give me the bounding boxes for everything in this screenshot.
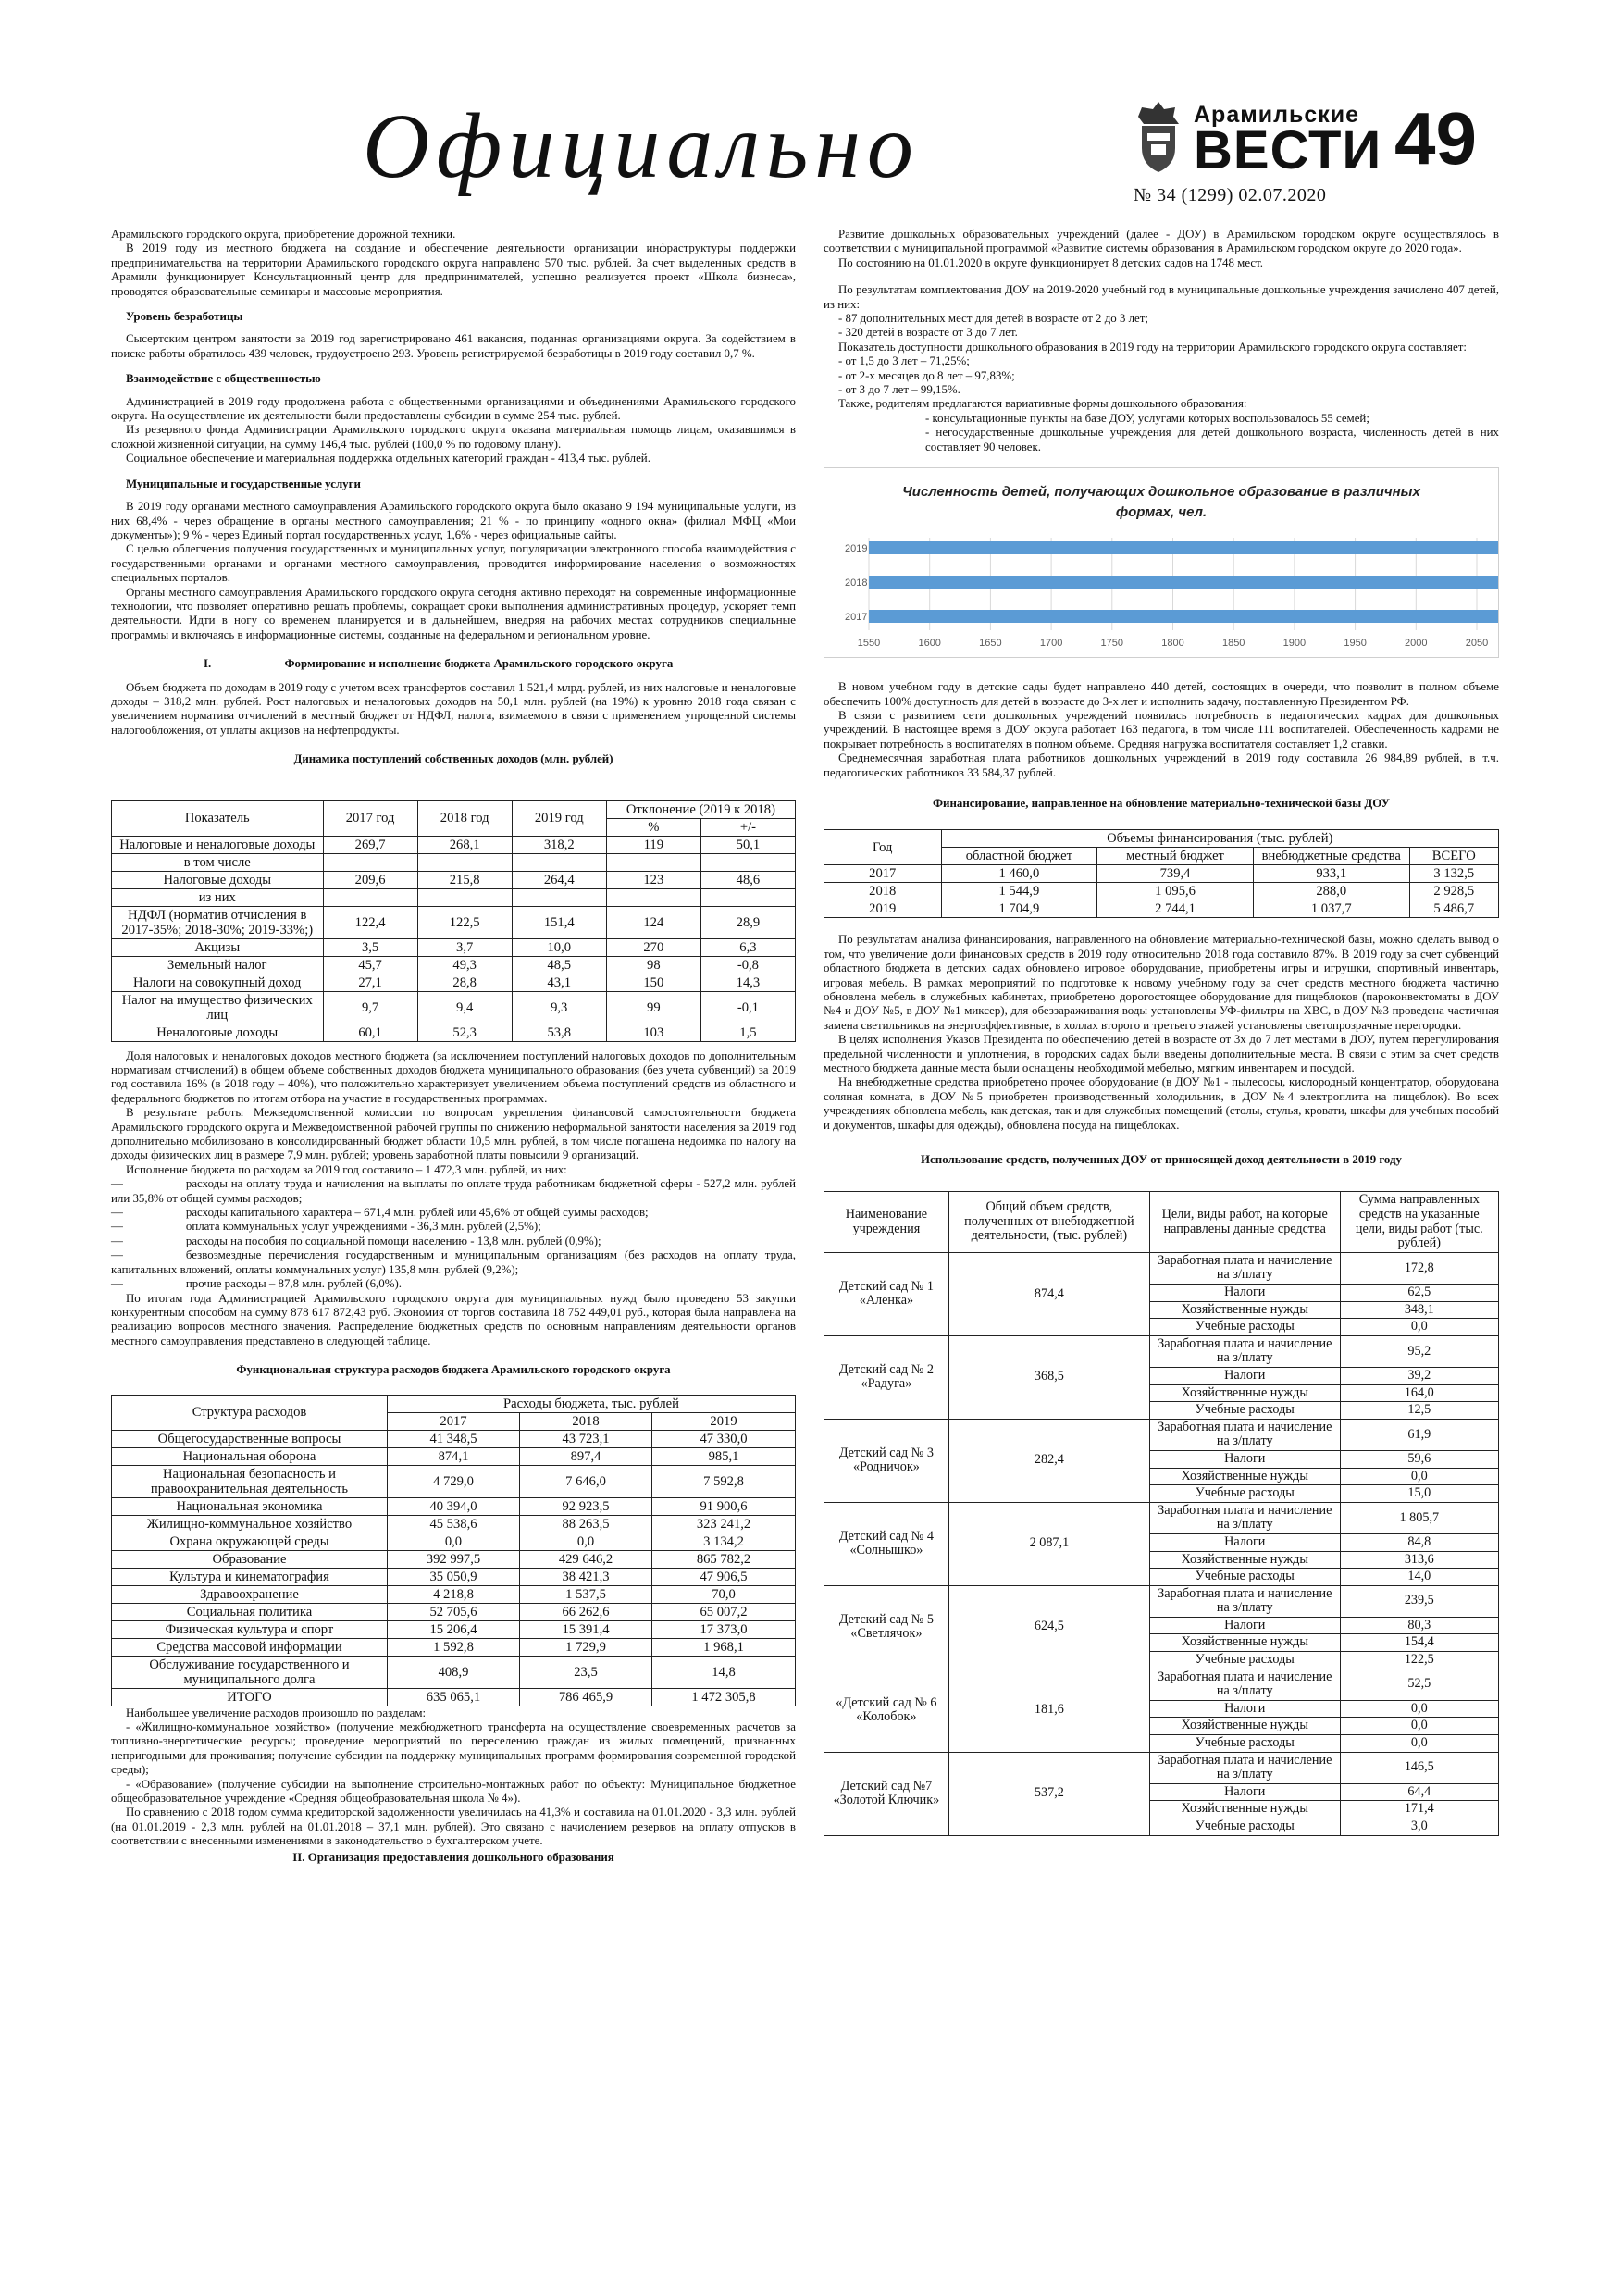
table-row: в том числе bbox=[112, 853, 796, 871]
amount-cell: 239,5 bbox=[1340, 1585, 1498, 1617]
table-row: Земельный налог 45,7 49,3 48,5 98 -0,8 bbox=[112, 956, 796, 974]
income-usage-table bbox=[824, 1191, 1499, 1835]
amount-cell: 52,5 bbox=[1340, 1669, 1498, 1700]
kindergarten-name: Детский сад № 4 «Солнышко» bbox=[824, 1502, 949, 1585]
list-item: - от 2-х месяцев до 8 лет – 97,83%; bbox=[838, 368, 1015, 382]
paragraph: По результатам анализа финансирования, направленного на обновление материально-технической базы, можно сделать вывод о том, что увеличение доли финансовых средств в 2019 году относительно 2018 года составило 87%. В 2019 году за счет субвенций областного бюджета в детских садах обновлено игровое оборудование, приобретены игры и игрушки, спортивный инвентарь, игровая мебель. В рамках мероприятий по подготовке к новому учебному году за счет средств местного бюджета частично обновлена мебель в служебных кабинетах, приобретено дорогостоящее оборудование для пищеблоков (пароконвектоматы в ДОУ №4 и ДОУ №5, в ДОУ №1 миксер), для обеззараживания воды установлены УФ-фильтры на ХВС, в ДОУ №3 проведена частичная замена светильников на энергоэффективные, в холлах второго и третьего этажей установлены светопрозрачные перегородки. bbox=[824, 933, 1499, 1032]
kindergarten-name: Детский сад № 2 «Радуга» bbox=[824, 1335, 949, 1419]
paragraph: Развитие дошкольных образовательных учреждений (далее - ДОУ) в Арамильском городском округе осуществлялось в соответствии с муниципальной программой «Развитие системы образования в Арамильском городском округе до 2020 года». bbox=[824, 228, 1499, 255]
table-row: Национальная безопасность и правоохранительная деятельность 4 729,0 7 646,0 7 592,8 bbox=[112, 1465, 796, 1497]
right-column bbox=[824, 228, 1499, 1836]
list-item: - 320 детей в возрасте от 3 до 7 лет. bbox=[838, 326, 1018, 340]
amount-cell: 62,5 bbox=[1340, 1285, 1498, 1302]
purpose-cell: Хозяйственные нужды bbox=[1149, 1634, 1340, 1652]
amount-cell: 0,0 bbox=[1340, 1718, 1498, 1735]
left-column bbox=[111, 228, 796, 1865]
amount-cell: 171,4 bbox=[1340, 1801, 1498, 1818]
x-tick-label: 1650 bbox=[979, 638, 1002, 650]
amount-cell: 1 805,7 bbox=[1340, 1502, 1498, 1533]
kindergarten-name: Детский сад №7 «Золотой Ключик» bbox=[824, 1752, 949, 1835]
purpose-cell: Заработная плата и начисление на з/плату bbox=[1149, 1335, 1340, 1367]
table-row: Налоги на совокупный доход 27,1 28,8 43,1 150 14,3 bbox=[112, 974, 796, 991]
amount-cell: 0,0 bbox=[1340, 1319, 1498, 1336]
table-header: Общий объем средств, полученных от внебюджетной деятельности, (тыс. рублей) bbox=[948, 1192, 1149, 1252]
amount-cell: 64,4 bbox=[1340, 1783, 1498, 1801]
amount-cell: 59,6 bbox=[1340, 1450, 1498, 1468]
paragraph: - «Жилищно-коммунальное хозяйство» (получение межбюджетного трансферта на осуществление своевременных расчетов за топливно-энергетические ресурсы; проведение мероприятий по переселению граждан из жилых помещений, признанных непригодными для проживания; получение субсидии на поддержку муниципальных программ формирования современной городской среды); bbox=[111, 1719, 796, 1777]
table-row bbox=[824, 1252, 1499, 1284]
x-tick-label: 1900 bbox=[1282, 638, 1307, 650]
table-row: 2017 1 460,0 739,4 933,1 3 132,5 bbox=[824, 865, 1499, 883]
x-tick-label: 1700 bbox=[1039, 638, 1063, 650]
table-row: Жилищно-коммунальное хозяйство 45 538,6 88 263,5 323 241,2 bbox=[112, 1515, 796, 1533]
x-tick-label: 1950 bbox=[1344, 638, 1367, 650]
purpose-cell: Налоги bbox=[1149, 1285, 1340, 1302]
expenses-table-body bbox=[112, 1430, 796, 1706]
table-row: из них bbox=[112, 888, 796, 906]
list-item: - негосударственные дошкольные учреждения для детей дошкольного возраста, численность детей в них составляет 90 человек. bbox=[925, 426, 1499, 453]
list-item: — расходы на пособия по социальной помощи населению - 13,8 млн. рублей (0,9%); bbox=[111, 1234, 601, 1247]
table-header: % bbox=[606, 818, 700, 836]
table-header: Расходы бюджета, тыс. рублей bbox=[387, 1395, 795, 1412]
table-caption: Финансирование, направленное на обновление материально-технической базы ДОУ bbox=[932, 796, 1390, 810]
table-row: Средства массовой информации 1 592,8 1 729,9 1 968,1 bbox=[112, 1638, 796, 1656]
newspaper-logo-top: Арамильские bbox=[1194, 102, 1360, 128]
section-number: I. bbox=[204, 657, 212, 671]
paragraph: В целях исполнения Указов Президента по обеспечению детей в возрасте от 3х до 7 лет местами в ДОУ, путем перегулирования предельной численности и уплотнения, в городских садах были введены дополнительные места. В связи с этим за счет средств местного бюджета данные места были оснащены необходимой мебелью, мягким инвентарем и посудой. bbox=[824, 1033, 1499, 1074]
table-row: 2019 1 704,9 2 744,1 1 037,7 5 486,7 bbox=[824, 900, 1499, 918]
table-row: 2018 1 544,9 1 095,6 288,0 2 928,5 bbox=[824, 883, 1499, 900]
x-tick-label: 1800 bbox=[1161, 638, 1184, 650]
table-header: 2018 bbox=[520, 1412, 652, 1430]
list-item: — прочие расходы – 87,8 млн. рублей (6,0%). bbox=[111, 1277, 402, 1291]
purpose-cell: Налоги bbox=[1149, 1533, 1340, 1551]
paragraph: В новом учебном году в детские сады будет направлено 440 детей, состоящих в очереди, что позволит в полном объеме обеспечить 100% доступность для детей в возрасте до 3-х лет и исполнить задачу, поставленную Президентом РФ. bbox=[824, 680, 1499, 708]
subheading-services: Муниципальные и государственные услуги bbox=[126, 477, 361, 490]
table-row-total: ИТОГО 635 065,1 786 465,9 1 472 305,8 bbox=[112, 1688, 796, 1706]
chart-title: Численность детей, получающих дошкольное образование в различных bbox=[902, 484, 1420, 501]
bar-segment bbox=[869, 576, 1498, 589]
purpose-cell: Учебные расходы bbox=[1149, 1402, 1340, 1420]
total-amount: 624,5 bbox=[948, 1585, 1149, 1669]
total-amount: 282,4 bbox=[948, 1419, 1149, 1502]
amount-cell: 14,0 bbox=[1340, 1569, 1498, 1586]
list-item: - от 3 до 7 лет – 99,15%. bbox=[838, 383, 960, 397]
purpose-cell: Хозяйственные нужды bbox=[1149, 1301, 1340, 1319]
table-row bbox=[824, 1335, 1499, 1367]
amount-cell: 61,9 bbox=[1340, 1419, 1498, 1450]
purpose-cell: Заработная плата и начисление на з/плату bbox=[1149, 1752, 1340, 1783]
page-number: 49 bbox=[1394, 97, 1477, 180]
y-tick-label: 2017 bbox=[845, 612, 868, 624]
purpose-cell: Заработная плата и начисление на з/плату bbox=[1149, 1252, 1340, 1284]
purpose-cell: Налоги bbox=[1149, 1700, 1340, 1718]
list-item: — безвозмездные перечисления государственным и муниципальным организациям (без расходов на оплату труда, капитальных вложений, оплаты коммунальных услуг) 135,8 млн. рублей (9,2%); bbox=[111, 1248, 796, 1276]
list-item: — оплата коммунальных услуг учреждениями - 36,3 млн. рублей (2,5%); bbox=[111, 1220, 541, 1234]
paragraph: Органы местного самоуправления Арамильского городского округа сегодня активно переходят на современные информационные технологии, что позволяет оперативно решать проблемы, сокращает сроки выполнения административных процедур, ускоряет темп деятельности. Идти в ногу со временем планируется и в дальнейшем, внедряя на рабочих местах сотрудников специальные программы и включаясь в информационные системы, созданные на федеральном и региональном уровне. bbox=[111, 585, 796, 641]
paragraph: С целью облегчения получения государственных и муниципальных услуг, популяризации электронного способа взаимодействия с государственными органами и органами местного самоуправления, проводится информирование населения о возможностях специальных порталов. bbox=[111, 542, 796, 585]
table-row bbox=[824, 1585, 1499, 1617]
y-tick-label: 2018 bbox=[845, 577, 868, 590]
x-tick-label: 2000 bbox=[1405, 638, 1428, 650]
table-header: Цели, виды работ, на которые направлены данные средства bbox=[1149, 1192, 1340, 1252]
section-heading-text: Формирование и исполнение бюджета Арамильского городского округа bbox=[284, 657, 674, 671]
table-header: местный бюджет bbox=[1097, 848, 1254, 865]
section-heading-budget bbox=[111, 657, 796, 671]
purpose-cell: Заработная плата и начисление на з/плату bbox=[1149, 1669, 1340, 1700]
purpose-cell: Заработная плата и начисление на з/плату bbox=[1149, 1585, 1340, 1617]
paragraph: По состоянию на 01.01.2020 в округе функционирует 8 детских садов на 1748 мест. bbox=[838, 255, 1263, 269]
purpose-cell: Хозяйственные нужды bbox=[1149, 1718, 1340, 1735]
table-header: Год bbox=[824, 830, 942, 865]
section-title: Официально bbox=[363, 94, 920, 197]
paragraph: Доля налоговых и неналоговых доходов местного бюджета (за исключением поступлений налоговых доходов по дополнительным нормативам отчислений) в общем объеме собственных доходов бюджета муниципального образования (без учета субвенций) за 2019 год составила 16% (в 2018 году – 40%), что положительно характеризует увеличением объема поступлений средств из областного и федерального бюджетов по итогам отбора на участие в государственных программах. bbox=[111, 1049, 796, 1105]
total-amount: 537,2 bbox=[948, 1752, 1149, 1835]
paragraph: В связи с развитием сети дошкольных учреждений появилась потребность в педагогических кадрах для дошкольных учреждений. В настоящее время в ДОУ округа работает 163 педагога, в том числе 111 воспитателей. Обеспеченность кадрами не покрывает потребность в воспитателях в полном объеме. Средняя нагрузка воспитателя составляет 1,2 ставки. bbox=[824, 708, 1499, 751]
purpose-cell: Учебные расходы bbox=[1149, 1319, 1340, 1336]
table-row bbox=[824, 1419, 1499, 1450]
table-header: Объемы финансирования (тыс. рублей) bbox=[941, 830, 1498, 848]
x-tick-label: 2050 bbox=[1465, 638, 1489, 650]
paragraph: Наибольшее увеличение расходов произошло по разделам: bbox=[126, 1706, 427, 1719]
list-item: - консультационные пункты на базе ДОУ, услугами которых воспользовалось 55 семей; bbox=[925, 411, 1369, 425]
amount-cell: 0,0 bbox=[1340, 1735, 1498, 1753]
amount-cell: 146,5 bbox=[1340, 1752, 1498, 1783]
paragraph: Среднемесячная заработная плата работников дошкольных учреждений в 2019 году составила 26 984,89 рублей, в т.ч. педагогических работников 33 584,37 рублей. bbox=[824, 751, 1499, 779]
amount-cell: 0,0 bbox=[1340, 1700, 1498, 1718]
amount-cell: 122,5 bbox=[1340, 1652, 1498, 1669]
paragraph: По результатам комплектования ДОУ на 2019-2020 учебный год в муниципальные дошкольные учреждения зачислено 407 детей, из них: bbox=[824, 283, 1499, 311]
table-header: Показатель bbox=[112, 800, 324, 836]
table-row: Обслуживание государственного и муниципального долга 408,9 23,5 14,8 bbox=[112, 1656, 796, 1688]
subheading-unemployment: Уровень безработицы bbox=[126, 310, 243, 324]
table-row: НДФЛ (норматив отчисления в 2017-35%; 2018-30%; 2019-33%;) 122,4 122,5 151,4 124 28,9 bbox=[112, 906, 796, 938]
table-row: Налоговые и неналоговые доходы 269,7 268,1 318,2 119 50,1 bbox=[112, 836, 796, 853]
subheading-society: Взаимодействие с общественностью bbox=[126, 372, 321, 386]
purpose-cell: Учебные расходы bbox=[1149, 1735, 1340, 1753]
table-caption: Использование средств, полученных ДОУ от приносящей доход деятельности в 2019 году bbox=[921, 1153, 1402, 1167]
amount-cell: 39,2 bbox=[1340, 1367, 1498, 1384]
x-tick-label: 1600 bbox=[918, 638, 941, 650]
x-tick-label: 1550 bbox=[857, 638, 881, 650]
paragraph: По сравнению с 2018 годом сумма кредиторской задолженности увеличилась на 41,3% и составила на 01.01.2020 - 3,3 млн. рублей (на 01.01.2019 - 2,3 млн. рублей на 01.01.2018 – 37,1 млн. рублей). Это связано с начислением резервов на оплату отпусков в соответствии с внесенными изменениями в законодательство о бухгалтерском учете. bbox=[111, 1806, 796, 1848]
bar-segment bbox=[869, 610, 1498, 623]
expenses-table bbox=[111, 1395, 796, 1706]
table-caption: Динамика поступлений собственных доходов (млн. рублей) bbox=[293, 752, 613, 766]
purpose-cell: Налоги bbox=[1149, 1783, 1340, 1801]
chart-title: формах, чел. bbox=[1115, 504, 1208, 521]
paragraph: По итогам года Администрацией Арамильского городского округа для муниципальных нужд было проведено 53 закупки конкурентным способом на сумму 878 617 872,43 руб. Экономия от торгов составила 18 752 449,01 руб., которая была направлена на реализацию вопросов местного значения. Распределение бюджетных средств по основным направлениям деятельности органов местного самоуправления представлено в следующей таблице. bbox=[111, 1291, 796, 1347]
purpose-cell: Налоги bbox=[1149, 1450, 1340, 1468]
bar-segment bbox=[869, 541, 1498, 554]
paragraph: - «Образование» (получение субсидии на выполнение строительно-монтажных работ по объекту: Муниципальное бюджетное общеобразовательное учреждение «Средняя общеобразовательная школа № 4»). bbox=[111, 1777, 796, 1805]
table-header: ВСЕГО bbox=[1409, 848, 1498, 865]
paragraph: Объем бюджета по доходам в 2019 году с учетом всех трансфертов составил 1 521,4 млрд. рублей, из них налоговые и неналоговые доходы – 318,2 млн. рублей. Рост налоговых и неналоговых доходов на 50,1 млн. рублей (на 19%) к уровню 2018 года связан с увеличением норматива отчислений в местный бюджет от НДФЛ, налога, взимаемого в связи с применением упрощенной системы налогообложения, от уплаты акцизов на нефтепродукты. bbox=[111, 680, 796, 737]
list-item: — расходы на оплату труда и начисления на выплаты по оплате труда работникам бюджетной сферы - 527,2 млн. рублей или 35,8% от общей суммы расходов; bbox=[111, 1177, 796, 1205]
amount-cell: 3,0 bbox=[1340, 1818, 1498, 1836]
purpose-cell: Учебные расходы bbox=[1149, 1818, 1340, 1836]
table-row: Акцизы 3,5 3,7 10,0 270 6,3 bbox=[112, 938, 796, 956]
table-header: 2017 год bbox=[323, 800, 417, 836]
purpose-cell: Учебные расходы bbox=[1149, 1569, 1340, 1586]
total-amount: 874,4 bbox=[948, 1252, 1149, 1335]
table-row bbox=[824, 1669, 1499, 1700]
table-row: Охрана окружающей среды 0,0 0,0 3 134,2 bbox=[112, 1533, 796, 1550]
amount-cell: 172,8 bbox=[1340, 1252, 1498, 1284]
kindergarten-name: «Детский сад № 6 «Колобок» bbox=[824, 1669, 949, 1752]
purpose-cell: Хозяйственные нужды bbox=[1149, 1551, 1340, 1569]
table-row: Общегосударственные вопросы 41 348,5 43 723,1 47 330,0 bbox=[112, 1430, 796, 1447]
paragraph: Показатель доступности дошкольного образования в 2019 году на территории Арамильского городского округа составляет: bbox=[838, 340, 1467, 354]
table-header: Структура расходов bbox=[112, 1395, 388, 1430]
amount-cell: 84,8 bbox=[1340, 1533, 1498, 1551]
paragraph: В 2019 году органами местного самоуправления Арамильского городского округа было оказано 9 194 муниципальные услуги, из них 68,4% - через обращение в органы местного самоуправления; 21 % - по принципу «одного окна» (филиал МФЦ «Мои документы»); 9 % - через Единый портал государственных услуг, 1,6% - через официальные сайты. bbox=[111, 500, 796, 541]
x-tick-label: 1750 bbox=[1100, 638, 1124, 650]
paragraph: Из резервного фонда Администрации Арамильского городского округа оказана материальная помощь лицам, оказавшимся в сложной жизненной ситуации, на сумму 146,4 тыс. рублей (100,0 % по годовому плану). bbox=[111, 423, 796, 451]
table-row: Здравоохранение 4 218,8 1 537,5 70,0 bbox=[112, 1585, 796, 1603]
purpose-cell: Заработная плата и начисление на з/плату bbox=[1149, 1502, 1340, 1533]
paragraph: Администрацией в 2019 году продолжена работа с общественными организациями и объединениями Арамильского городского округа. На осуществление их деятельности были предоставлены субсидии в сумме 254 тыс. рублей. bbox=[111, 394, 796, 423]
table-row: Социальная политика 52 705,6 66 262,6 65 007,2 bbox=[112, 1603, 796, 1620]
list-item: — расходы капитального характера – 671,4 млн. рублей или 45,6% от общей суммы расходов; bbox=[111, 1206, 649, 1220]
paragraph: Социальное обеспечение и материальная поддержка отдельных категорий граждан - 413,4 тыс. рублей. bbox=[126, 452, 650, 465]
amount-cell: 15,0 bbox=[1340, 1485, 1498, 1503]
purpose-cell: Хозяйственные нужды bbox=[1149, 1468, 1340, 1485]
purpose-cell: Налоги bbox=[1149, 1617, 1340, 1634]
purpose-cell: Заработная плата и начисление на з/плату bbox=[1149, 1419, 1340, 1450]
purpose-cell: Учебные расходы bbox=[1149, 1485, 1340, 1503]
table-row: Неналоговые доходы 60,1 52,3 53,8 103 1,5 bbox=[112, 1024, 796, 1041]
kindergarten-name: Детский сад № 5 «Светлячок» bbox=[824, 1585, 949, 1669]
paragraph: На внебюджетные средства приобретено прочее оборудование (в ДОУ №1 - пылесосы, кислородный концентратор, оборудована соляная комната, в ДОУ №5 приобретен производственный холодильник, в ДОУ №4 электроплита на пищеблок). Во всех учреждениях обновлена мебель, как детская, так и для служебных помещений (столы, стулья, кровати, шкафы для учебных пособий и документов, шкафы для одежды), обновлена посуда на пищеблоках. bbox=[824, 1075, 1499, 1132]
table-header: Наименование учреждения bbox=[824, 1192, 949, 1252]
city-crest-icon bbox=[1133, 100, 1184, 174]
table-header: 2018 год bbox=[417, 800, 512, 836]
table-row: Национальная экономика 40 394,0 92 923,5 91 900,6 bbox=[112, 1497, 796, 1515]
list-item: - 87 дополнительных мест для детей в возрасте от 2 до 3 лет; bbox=[838, 312, 1148, 326]
paragraph: Исполнение бюджета по расходам за 2019 год составило – 1 472,3 млн. рублей, из них: bbox=[126, 1162, 567, 1176]
amount-cell: 0,0 bbox=[1340, 1468, 1498, 1485]
amount-cell: 348,1 bbox=[1340, 1301, 1498, 1319]
table-header: Сумма направленных средств на указанные цели, виды работ (тыс. рублей) bbox=[1340, 1192, 1498, 1252]
table-row: Физическая культура и спорт 15 206,4 15 391,4 17 373,0 bbox=[112, 1620, 796, 1638]
newspaper-logo: ВЕСТИ bbox=[1194, 120, 1382, 180]
total-amount: 181,6 bbox=[948, 1669, 1149, 1752]
purpose-cell: Хозяйственные нужды bbox=[1149, 1801, 1340, 1818]
table-row: Налог на имущество физических лиц 9,7 9,4 9,3 99 -0,1 bbox=[112, 991, 796, 1024]
children-chart bbox=[824, 467, 1499, 658]
table-header: 2017 bbox=[387, 1412, 519, 1430]
table-header: Отклонение (2019 к 2018) bbox=[606, 800, 795, 818]
kindergarten-name: Детский сад № 1 «Аленка» bbox=[824, 1252, 949, 1335]
paragraph: Также, родителям предлагаются вариативные формы дошкольного образования: bbox=[838, 397, 1247, 411]
table-header: внебюджетные средства bbox=[1253, 848, 1409, 865]
paragraph: В 2019 году из местного бюджета на создание и обеспечение деятельности организации инфраструктуры поддержки предпринимательства на территории Арамильского городского округа направлено 570 тыс. рублей. За счет выделенных средств в Арамили функционирует Консультационный центр для предпринимателей, успешно реализуется проект «Школа бизнеса», проводятся образовательные семинары и массовые мероприятия. bbox=[111, 242, 796, 298]
issue-number: № 34 (1299) 02.07.2020 bbox=[1134, 185, 1327, 205]
section-heading-preschool: II. Организация предоставления дошкольного образования bbox=[292, 1850, 614, 1864]
table-header: 2019 bbox=[652, 1412, 796, 1430]
amount-cell: 164,0 bbox=[1340, 1384, 1498, 1402]
purpose-cell: Учебные расходы bbox=[1149, 1652, 1340, 1669]
purpose-cell: Хозяйственные нужды bbox=[1149, 1384, 1340, 1402]
kindergarten-name: Детский сад № 3 «Родничок» bbox=[824, 1419, 949, 1502]
table-header: 2019 год bbox=[512, 800, 606, 836]
revenue-table bbox=[111, 800, 796, 1042]
total-amount: 2 087,1 bbox=[948, 1502, 1149, 1585]
funding-table bbox=[824, 829, 1499, 918]
x-tick-label: 1850 bbox=[1221, 638, 1245, 650]
y-tick-label: 2019 bbox=[845, 543, 868, 555]
amount-cell: 80,3 bbox=[1340, 1617, 1498, 1634]
amount-cell: 154,4 bbox=[1340, 1634, 1498, 1652]
table-row bbox=[824, 1502, 1499, 1533]
total-amount: 368,5 bbox=[948, 1335, 1149, 1419]
list-item: - от 1,5 до 3 лет – 71,25%; bbox=[838, 354, 970, 368]
table-row bbox=[824, 1752, 1499, 1783]
table-header: областной бюджет bbox=[941, 848, 1097, 865]
paragraph: В результате работы Межведомственной комиссии по вопросам укрепления финансовой самостоятельности бюджета Арамильского городского округа и Межведомственной рабочей группы по снижению неформальной занятости населения за 2019 год дополнительно мобилизовано в консолидированный бюджет области 10,5 млн. рублей, в том числе погашена недоимка по налогу на доходы физических лиц в размере 7,9 млн. рублей; уровень заработной платы повысили 9 организаций. bbox=[111, 1106, 796, 1162]
table-caption: Функциональная структура расходов бюджета Арамильского городского округа bbox=[236, 1363, 671, 1377]
paragraph: Сысертским центром занятости за 2019 год зарегистрировано 461 вакансия, поданная организациями округа. За содействием в поиске работы обратилось 439 человек, трудоустроено 293. Уровень регистрируемой безработицы в 2019 году составил 0,7 %. bbox=[111, 332, 796, 360]
paragraph: Арамильского городского округа, приобретение дорожной техники. bbox=[111, 228, 456, 241]
table-row: Национальная оборона 874,1 897,4 985,1 bbox=[112, 1447, 796, 1465]
purpose-cell: Налоги bbox=[1149, 1367, 1340, 1384]
chart-svg bbox=[824, 468, 1498, 657]
amount-cell: 12,5 bbox=[1340, 1402, 1498, 1420]
table-row: Образование 392 997,5 429 646,2 865 782,2 bbox=[112, 1550, 796, 1568]
table-header: +/- bbox=[700, 818, 795, 836]
table-row: Культура и кинематография 35 050,9 38 421,3 47 906,5 bbox=[112, 1568, 796, 1585]
amount-cell: 95,2 bbox=[1340, 1335, 1498, 1367]
amount-cell: 313,6 bbox=[1340, 1551, 1498, 1569]
table-row: Налоговые доходы 209,6 215,8 264,4 123 48,6 bbox=[112, 871, 796, 888]
